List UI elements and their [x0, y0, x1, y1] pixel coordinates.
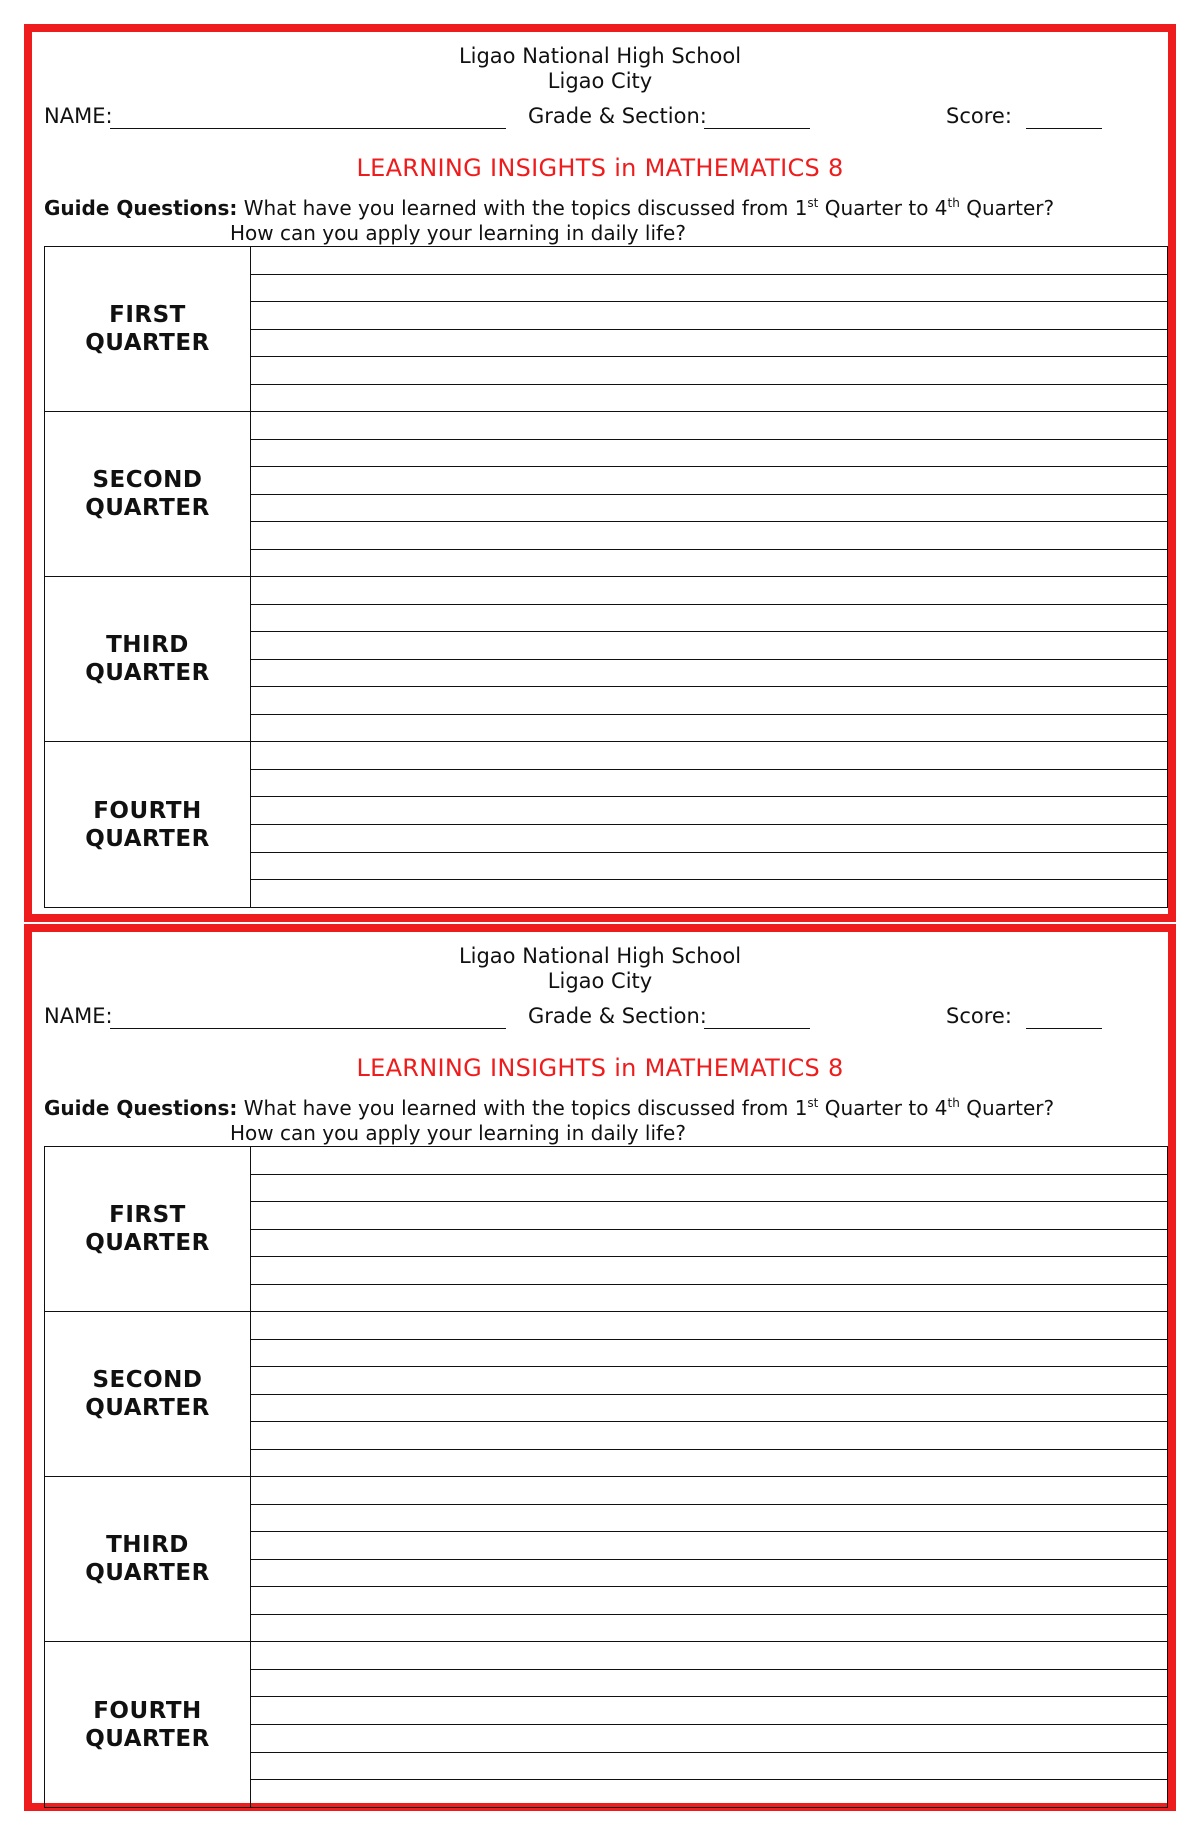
- insights-table: [44, 1146, 1168, 1808]
- guide-q1-sup-2: th: [947, 1096, 960, 1110]
- quarter-row-fourth: [45, 1642, 1167, 1807]
- quarter-row-second: [45, 412, 1167, 577]
- score-field[interactable]: [1026, 1028, 1102, 1029]
- school-name: Ligao National High School: [458, 44, 742, 68]
- guide-q1-sup-1: st: [807, 196, 819, 210]
- name-label: NAME:: [44, 1004, 113, 1028]
- guide-q1-part-b: Quarter to 4: [818, 196, 948, 220]
- quarter-label-line1: FIRST: [109, 302, 186, 328]
- guide-q1-part-c: Quarter?: [959, 1096, 1055, 1120]
- school-header: [32, 44, 1168, 94]
- name-field[interactable]: [110, 128, 506, 129]
- quarter-row-third: [45, 1477, 1167, 1642]
- grade-section-field[interactable]: [704, 1028, 810, 1029]
- quarter-label-line2: QUARTER: [85, 1560, 210, 1586]
- worksheet-title: LEARNING INSIGHTS in MATHEMATICS 8: [356, 154, 844, 182]
- school-city: Ligao City: [547, 969, 653, 993]
- guide-q1-part-a: What have you learned with the topics discussed from 1: [243, 1096, 808, 1120]
- worksheet-2: [24, 924, 1176, 1811]
- insights-table: [44, 246, 1168, 908]
- guide-label: Guide Questions:: [44, 196, 238, 220]
- name-label: NAME:: [44, 104, 113, 128]
- writing-area[interactable]: [251, 577, 1167, 741]
- quarter-label: [45, 1642, 251, 1807]
- quarter-label: [45, 247, 251, 411]
- score-field[interactable]: [1026, 128, 1102, 129]
- writing-area[interactable]: [251, 1147, 1167, 1311]
- guide-q1-part-c: Quarter?: [959, 196, 1055, 220]
- quarter-label: [45, 1477, 251, 1641]
- quarter-label-line2: QUARTER: [85, 1395, 210, 1421]
- quarter-label: [45, 577, 251, 741]
- quarter-row-first: [45, 247, 1167, 412]
- name-field[interactable]: [110, 1028, 506, 1029]
- guide-label: Guide Questions:: [44, 1096, 238, 1120]
- writing-area[interactable]: [251, 247, 1167, 411]
- school-city: Ligao City: [547, 69, 653, 93]
- writing-area[interactable]: [251, 1312, 1167, 1476]
- guide-question-2: How can you apply your learning in daily life?: [230, 221, 686, 245]
- writing-area[interactable]: [251, 412, 1167, 576]
- quarter-label-line2: QUARTER: [85, 1725, 210, 1752]
- quarter-label-line2: QUARTER: [85, 825, 210, 852]
- writing-area[interactable]: [251, 1642, 1167, 1807]
- quarter-label: [45, 742, 251, 907]
- student-info-row: [44, 1004, 1156, 1034]
- quarter-label-line1: SECOND: [92, 467, 203, 493]
- guide-q1-sup-2: th: [947, 196, 960, 210]
- quarter-label-line1: FOURTH: [93, 797, 202, 824]
- score-label: Score:: [946, 1004, 1012, 1028]
- quarter-row-third: [45, 577, 1167, 742]
- guide-q1-sup-1: st: [807, 1096, 819, 1110]
- writing-area[interactable]: [251, 742, 1167, 907]
- quarter-label: [45, 1147, 251, 1311]
- grade-section-label: Grade & Section:: [528, 1004, 707, 1028]
- quarter-label-line2: QUARTER: [85, 1230, 210, 1256]
- worksheet-title: LEARNING INSIGHTS in MATHEMATICS 8: [356, 1054, 844, 1082]
- quarter-label-line1: THIRD: [106, 1532, 189, 1558]
- student-info-row: [44, 104, 1156, 134]
- guide-question-2: How can you apply your learning in daily life?: [230, 1121, 686, 1145]
- guide-question-1: [44, 196, 1054, 221]
- quarter-label-line1: SECOND: [92, 1367, 203, 1393]
- school-name: Ligao National High School: [458, 944, 742, 968]
- quarter-row-second: [45, 1312, 1167, 1477]
- quarter-label-line2: QUARTER: [85, 660, 210, 686]
- guide-q1-part-a: What have you learned with the topics discussed from 1: [243, 196, 808, 220]
- quarter-label-line2: QUARTER: [85, 330, 210, 356]
- school-header: [32, 944, 1168, 994]
- guide-question-1: [44, 1096, 1054, 1121]
- grade-section-field[interactable]: [704, 128, 810, 129]
- quarter-row-fourth: [45, 742, 1167, 907]
- score-label: Score:: [946, 104, 1012, 128]
- quarter-label-line1: FIRST: [109, 1202, 186, 1228]
- worksheet-1: [24, 24, 1176, 922]
- quarter-label-line2: QUARTER: [85, 495, 210, 521]
- quarter-label-line1: THIRD: [106, 632, 189, 658]
- guide-q1-part-b: Quarter to 4: [818, 1096, 948, 1120]
- quarter-label: [45, 1312, 251, 1476]
- quarter-label: [45, 412, 251, 576]
- quarter-label-line1: FOURTH: [93, 1697, 202, 1724]
- writing-area[interactable]: [251, 1477, 1167, 1641]
- quarter-row-first: [45, 1147, 1167, 1312]
- grade-section-label: Grade & Section:: [528, 104, 707, 128]
